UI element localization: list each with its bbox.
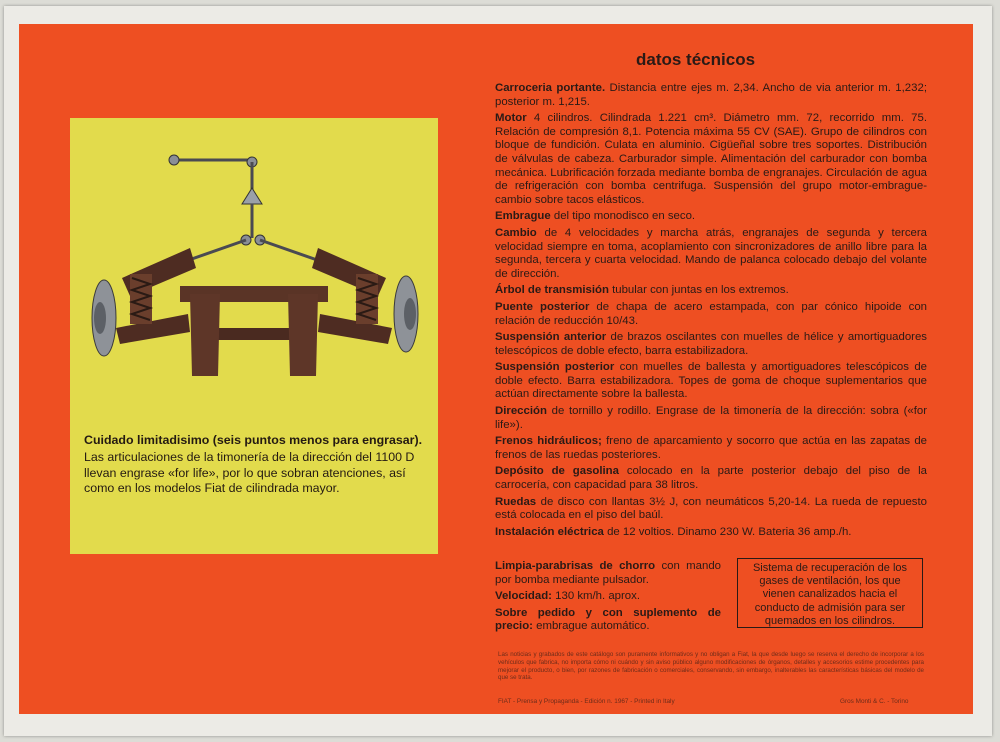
spec-term: Puente posterior bbox=[495, 300, 590, 313]
front-axle-illustration bbox=[70, 118, 438, 418]
spec-text: 130 km/h. aprox. bbox=[551, 590, 640, 603]
spec-text: de 4 velocidades y marcha atrás, engranajes de segunda y tercera velocidad siempre en toma, acoplamiento con sincronizadores de anillo libre para la segunda, tercera y cuarta velocidad. Mando de palanca colocado debajo del volante de dirección. bbox=[495, 226, 927, 280]
spec-text: freno de aparcamiento y socorro que actúa en las zapatas de frenos de las ruedas posteriores. bbox=[495, 435, 927, 461]
technical-specs bbox=[495, 82, 927, 542]
spec-item bbox=[495, 405, 927, 432]
spec-item bbox=[495, 465, 927, 492]
disclaimer: Las noticias y grabados de este catálogo son puramente informativos y no obligan a Fiat, la que desde luego se reserva el derecho de incorporar a los vehículos que fabrica, no importa cómo ni cuándo y sin aviso público alguno modificaciones de órganos, detalles y accesorios estime procedentes para mejorar el producto, o bien, por razones de fabricación o comerciales, conservando, sin embargo, inalterables las características básicas del modelo de que se trata. bbox=[498, 651, 924, 682]
spec-term: Depósito de gasolina bbox=[495, 465, 619, 478]
spec-term: Carroceria portante. bbox=[495, 82, 606, 94]
spec-item bbox=[495, 284, 927, 298]
boxed-note: Sistema de recuperación de los gases de ventilación, los que vienen canalizados hacia el conducto de admisión para ser quemados en los cilindros. bbox=[737, 558, 923, 628]
spec-text: con muelles de ballesta y amortiguadores telescópicos de doble efecto. Barra estabilizadora. Topes de goma de choque suplementarios que actúan directamente sobre la ballesta. bbox=[495, 361, 927, 401]
illustration-caption bbox=[84, 433, 424, 497]
spec-item bbox=[495, 112, 927, 207]
spec-text: con mando por bomba mediante pulsador. bbox=[495, 560, 721, 586]
spec-item bbox=[495, 210, 927, 224]
spec-text: tubular con juntas en los extremos. bbox=[608, 284, 789, 297]
spec-text: Distancia entre ejes m. 2,34. Ancho de via anterior m. 1,232; posterior m. 1,215. bbox=[495, 82, 927, 108]
illustration-panel bbox=[70, 118, 438, 554]
spec-item bbox=[495, 331, 927, 358]
spec-term: Frenos hidráulicos; bbox=[495, 435, 602, 448]
spec-term: Ruedas bbox=[495, 495, 537, 508]
footer-imprint: FIAT - Prensa y Propaganda - Edición n. 1967 - Printed in Italy bbox=[498, 698, 675, 705]
spec-text: de 12 voltios. Dinamo 230 W. Bateria 36 amp./h. bbox=[603, 525, 852, 538]
spec-item bbox=[495, 361, 927, 402]
spec-text: de brazos oscilantes con muelles de hélice y amortiguadores telescópicos de doble efecto, barra estabilizadora. bbox=[495, 331, 927, 357]
spec-text: 4 cilindros. Cilindrada 1.221 cm³. Diámetro mm. 72, recorrido mm. 75. Relación de compresión 8,1. Potencia máxima 55 CV (SAE). Grupo de cilindros con bloque de fundición. Culata en aluminio. Cigüeñal sobre tres soportes. Distribución de válvulas de cabeza. Carburador simple. Alimentación del carburador con bomba mecánica. Lubrificación forzada mediante bomba de engranajes. Circulación de agua de refrigeración con bomba centrifuga. Suspensión del grupo motor-embrague-cambio sobre tacos elásticos. bbox=[495, 112, 927, 206]
spec-term: Limpia-parabrisas de chorro bbox=[495, 560, 656, 572]
spec-item bbox=[495, 526, 927, 540]
footer-printer: Gros Monti & C. - Torino bbox=[840, 698, 909, 705]
spec-text: colocado en la parte posterior debajo del piso de la carrocería, con capacidad para 38 litros. bbox=[495, 465, 927, 492]
spec-item bbox=[495, 227, 927, 281]
spec-term: Motor bbox=[495, 112, 527, 125]
spec-term: Sobre pedido y con suplemento de precio: bbox=[495, 606, 721, 633]
spec-term: Suspensión anterior bbox=[495, 331, 607, 344]
spec-item bbox=[495, 496, 927, 523]
spec-text: del tipo monodisco en seco. bbox=[550, 210, 696, 223]
spec-term: Instalación eléctrica bbox=[495, 525, 604, 538]
spec-term: Cambio bbox=[495, 226, 537, 239]
spec-item bbox=[495, 590, 721, 604]
spec-term: Árbol de transmisión bbox=[495, 284, 609, 297]
spec-text: de tornillo y rodillo. Engrase de la timonería de la dirección: sobra («for life»). bbox=[495, 405, 927, 431]
spec-term: Dirección bbox=[495, 405, 547, 418]
caption-title: Cuidado limitadisimo (seis puntos menos para engrasar). bbox=[84, 433, 423, 447]
spec-term: Velocidad: bbox=[495, 590, 552, 603]
spec-text: de disco con llantas 3½ J, con neumáticos 5,20-14. La rueda de repuesto está colocada en el piso del baúl. bbox=[495, 495, 927, 522]
technical-specs-extra bbox=[495, 560, 721, 637]
spec-term: Suspensión posterior bbox=[495, 361, 615, 374]
page-title: datos técnicos bbox=[636, 50, 756, 69]
spec-text: embrague automático. bbox=[532, 620, 650, 633]
spec-item bbox=[495, 607, 721, 634]
spec-item bbox=[495, 560, 721, 587]
spec-item bbox=[495, 301, 927, 328]
spec-term: Embrague bbox=[495, 210, 551, 223]
spec-item bbox=[495, 82, 927, 109]
caption-body: Las articulaciones de la timonería de la dirección del 1100 D llevan engrase «for life», por lo que sobran atenciones, así como en los modelos Fiat de cilindrada mayor. bbox=[84, 450, 415, 496]
spec-text: de chapa de acero estampada, con par cónico hipoide con relación de reducción 10/43. bbox=[495, 300, 927, 327]
spec-item bbox=[495, 435, 927, 462]
